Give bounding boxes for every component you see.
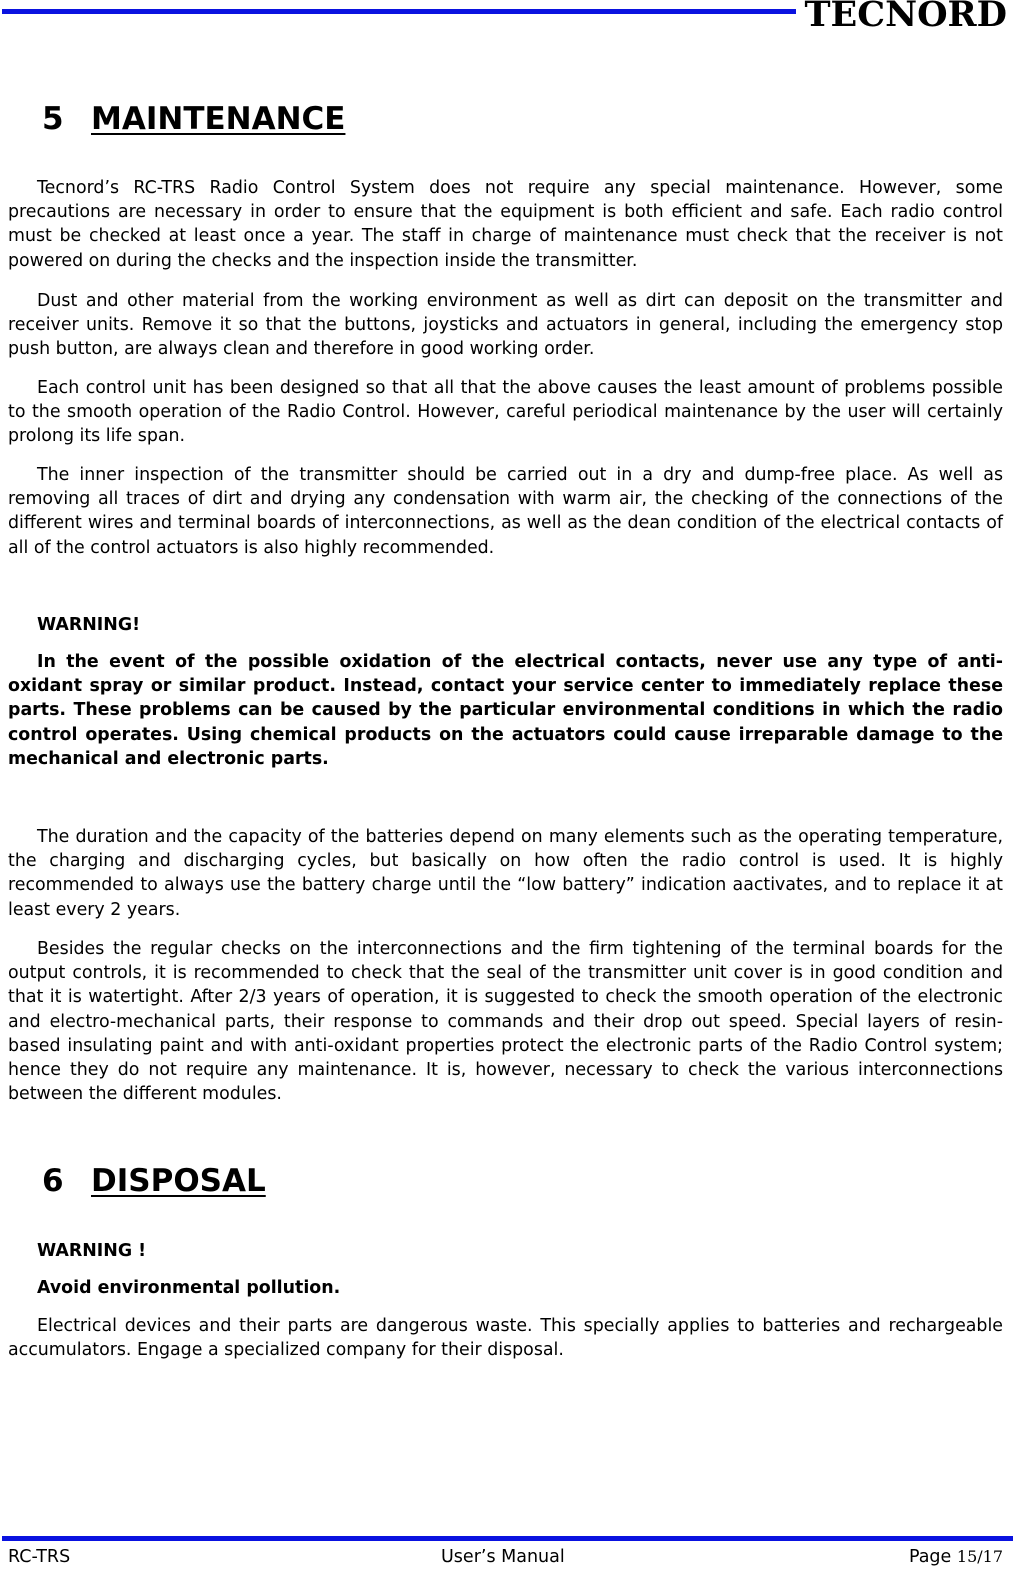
brand-logo-text: TECNORD bbox=[804, 0, 1007, 35]
disposal-paragraph-1: Electrical devices and their parts are dangerous waste. This specially applies to batteries and rechargeable accumulators. Engage a specialized company for their disposal. bbox=[8, 1316, 1003, 1361]
maintenance-paragraph-5: The duration and the capacity of the batteries depend on many elements such as the operating temperature, the charging and discharging cycles, but basically on how often the radio control is used. It is highly recommended to always use the battery charge until the “low battery” indication aactivates, and to replace it at least every 2 years. bbox=[8, 827, 1003, 920]
footer-rule bbox=[2, 1536, 1013, 1541]
section-number: 5 bbox=[42, 101, 64, 137]
maintenance-paragraph-6: Besides the regular checks on the interconnections and the firm tightening of the terminal boards for the output controls, it is recommended to check that the seal of the transmitter unit cover is in good condition and that it is watertight. After 2/3 years of operation, it is suggested to check the smooth operation of the electronic and electro-mechanical parts, their response to commands and their drop out speed. Special layers of resin-based insulating paint and with anti-oxidant properties protect the electronic parts of the Radio Control system; hence they do not require any maintenance. It is, however, necessary to check the various interconnections between the different modules. bbox=[8, 939, 1003, 1105]
maintenance-paragraph-1: Tecnord’s RC-TRS Radio Control System does not require any special maintenance. However, some precautions are necessary in order to ensure that the equipment is both efficient and safe. Each radio control must be checked at least once a year. The staff in charge of maintenance must check that the receiver is not powered on during the checks and the inspection inside the transmitter. bbox=[8, 178, 1003, 271]
maintenance-paragraph-4: The inner inspection of the transmitter should be carried out in a dry and dump-free place. As well as removing all traces of dirt and drying any condensation with warm air, the checking of the connections of the different wires and terminal boards of interconnections, as well as the dean condition of the electrical contacts of all of the control actuators is also highly recommended. bbox=[8, 465, 1003, 558]
footer-page-number: 15/17 bbox=[956, 1547, 1003, 1566]
maintenance-paragraph-2: Dust and other material from the working environment as well as dirt can deposit on the transmitter and receiver units. Remove it so that the buttons, joysticks and actuators in general, including the emergency stop push button, are always clean and therefore in good working order. bbox=[8, 291, 1003, 360]
footer-product: RC-TRS bbox=[8, 1547, 71, 1567]
page-header bbox=[0, 0, 1015, 40]
maintenance-warning-label: WARNING! bbox=[37, 615, 141, 635]
footer-page-label: Page bbox=[908, 1547, 952, 1567]
page-footer bbox=[8, 1544, 1003, 1572]
section-heading-disposal bbox=[42, 1163, 266, 1199]
disposal-warning-label: WARNING ! bbox=[37, 1241, 147, 1261]
disposal-warning-subtitle: Avoid environmental pollution. bbox=[37, 1278, 341, 1298]
maintenance-warning-text: In the event of the possible oxidation of the electrical contacts, never use any type of anti-oxidant spray or similar product. Instead, contact your service center to immediately replace these parts. These problems can be caused by the particular environmental conditions in which the radio control operates. Using chemical products on the actuators could cause irreparable damage to the mechanical and electronic parts. bbox=[8, 652, 1003, 769]
footer-doc-title: User’s Manual bbox=[441, 1547, 565, 1567]
section-title: MAINTENANCE bbox=[91, 101, 346, 137]
section-title: DISPOSAL bbox=[91, 1163, 266, 1199]
section-heading-maintenance bbox=[42, 101, 345, 137]
footer-page bbox=[909, 1544, 1003, 1570]
section-number: 6 bbox=[42, 1163, 64, 1199]
maintenance-paragraph-3: Each control unit has been designed so that all that the above causes the least amount of problems possible to the smooth operation of the Radio Control. However, careful periodical maintenance by the user will certainly prolong its life span. bbox=[8, 378, 1003, 447]
header-rule bbox=[2, 9, 796, 14]
